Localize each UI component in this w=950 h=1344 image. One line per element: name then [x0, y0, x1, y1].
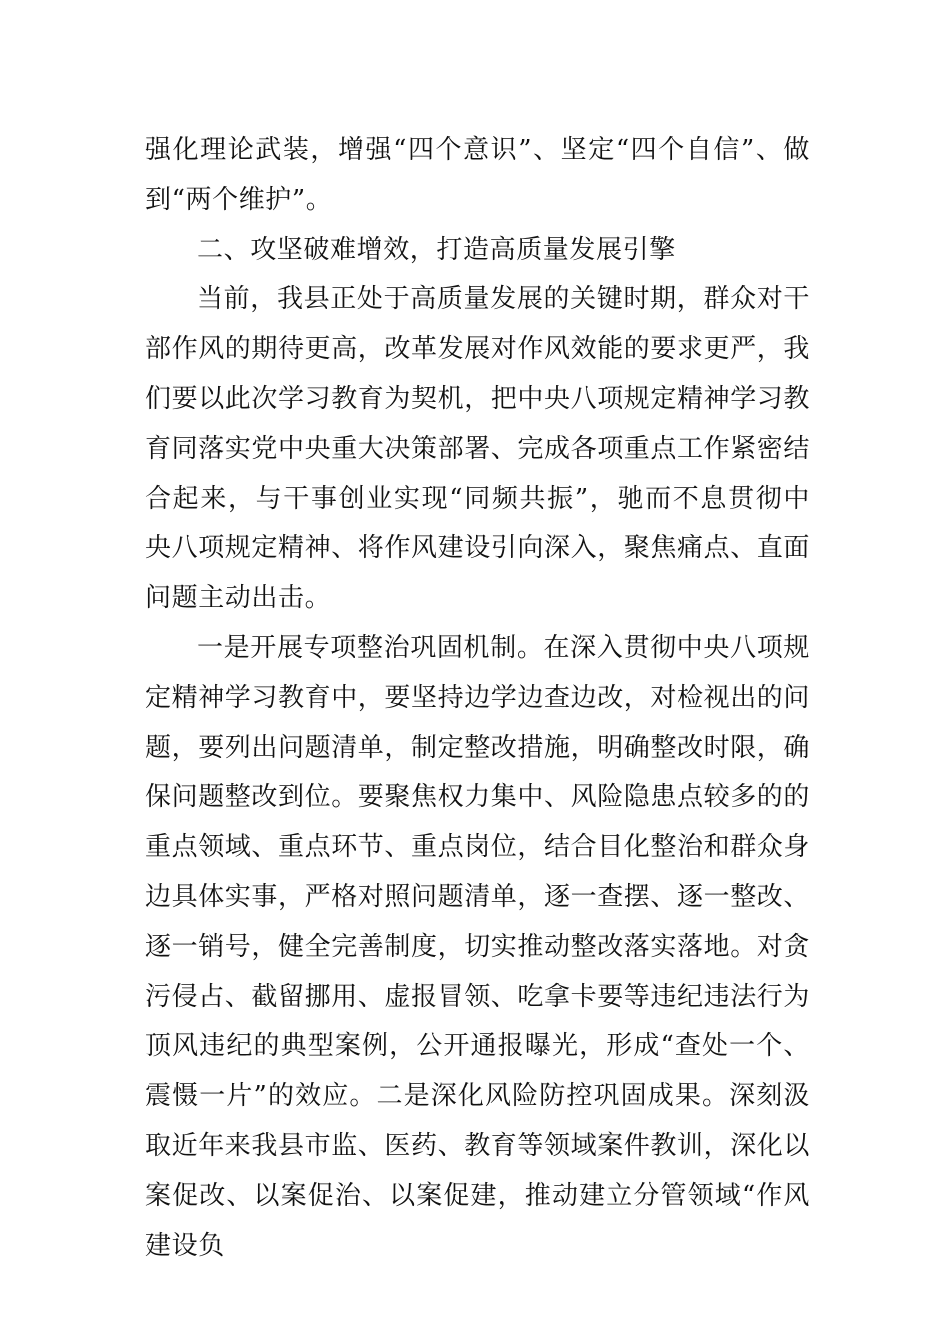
paragraph: 当前，我县正处于高质量发展的关键时期，群众对干部作风的期待更高，改革发展对作风效能的要求更严，我们要以此次学习教育为契机，把中央八项规定精神学习教育同落实党中央重大决策部署、完成各项重点工作紧密结合起来，与干事创业实现“同频共振”，驰而不息贯彻中央八项规定精神、将作风建设引向深入，聚焦痛点、直面问题主动出击。: [145, 284, 811, 614]
paragraph-continued: 强化理论武装，增强“四个意识”、坚定“四个自信”、做到“两个维护”。: [145, 135, 810, 215]
paragraph: 一是开展专项整治巩固机制。在深入贯彻中央八项规定精神学习教育中，要坚持边学边查边改，对检视出的问题，要列出问题清单，制定整改措施，明确整改时限，确保问题整改到位。要聚焦权力集中、风险隐患点较多的的重点领域、重点环节、重点岗位，结合目化整治和群众身边具体实事，严格对照问题清单，逐一查摆、逐一整改、逐一销号，健全完善制度，切实推动整改落实落地。对贪污侵占、截留挪用、虚报冒领、吃拿卡要等违纪违法行为顶风违纪的典型案例，公开通报曝光，形成“查处一个、震慑一片”的效应。二是深化风险防控巩固成果。深刻汲取近年来我县市监、医药、教育等领域案件教训，深化以案促改、以案促治、以案促建，推动建立分管领域“作风建设负: [145, 632, 811, 1261]
section-heading: 二、攻坚破难增效，打造高质量发展引擎: [197, 234, 676, 265]
document-body: [145, 126, 810, 1271]
